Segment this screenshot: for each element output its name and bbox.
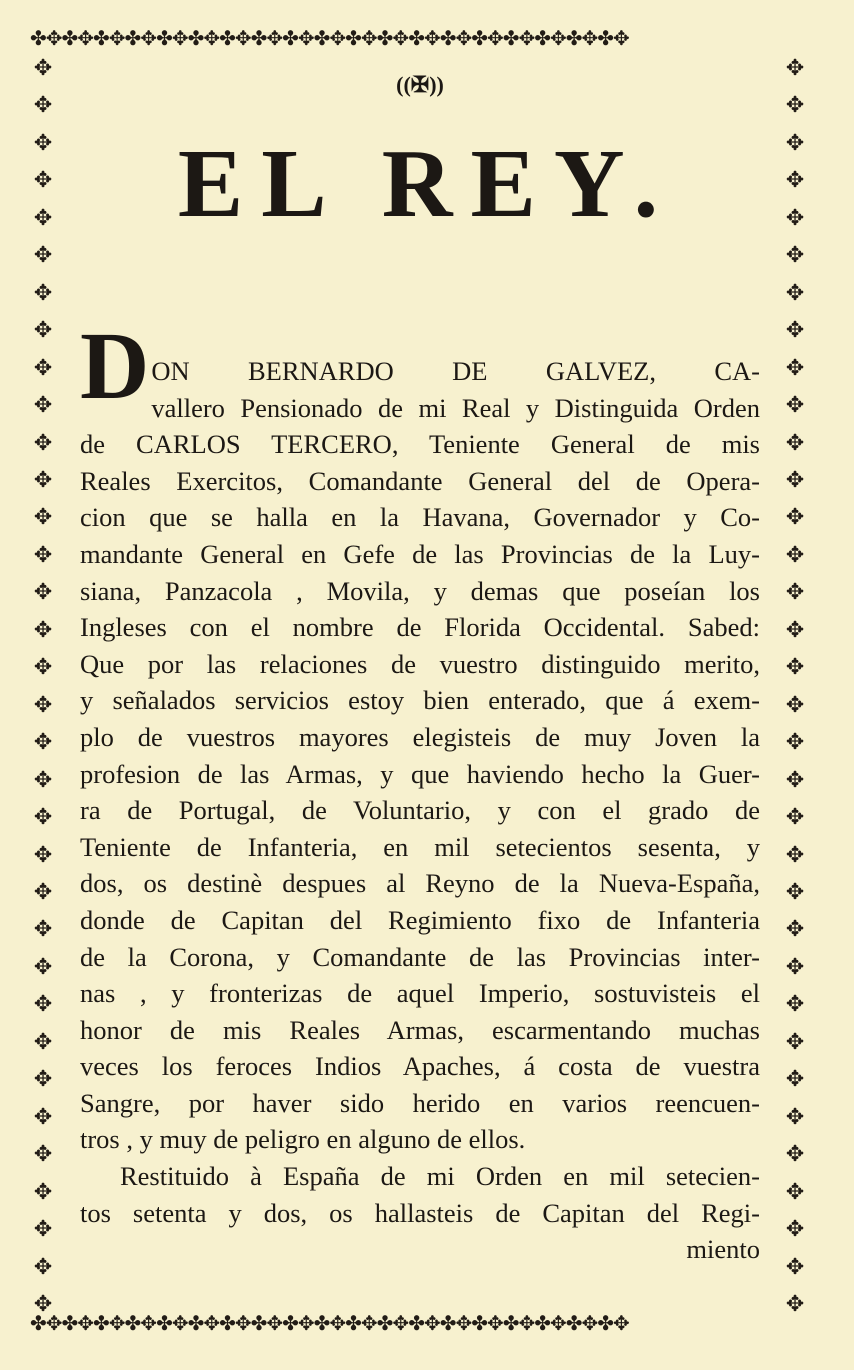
text-line: Reales Exercitos, Comandante General del de Opera- (80, 465, 760, 496)
border-ornament: ✥ (782, 956, 807, 976)
border-ornament: ✥ (782, 919, 807, 938)
paragraph-2 (80, 1158, 760, 1231)
text-line: de la Corona, y Comandante de las Provincias inter- (80, 941, 760, 972)
border-ornament: ✥ (782, 1143, 807, 1163)
border-ornament: ✥ (782, 282, 807, 301)
border-ornament: ✥ (782, 170, 807, 189)
text-line: cion que se halla en la Havana, Governador y Co- (80, 502, 760, 533)
border-ornament: ✥ (30, 731, 55, 751)
text-line: tros , y muy de peligro en alguno de ellos. (80, 1124, 526, 1155)
page-title: EL REY. (177, 130, 677, 238)
border-ornament: ✥ (30, 619, 55, 639)
left-ornamental-border (28, 56, 56, 1314)
text-line: nas , y fronterizas de aquel Imperio, sostuvisteis el (80, 978, 760, 1009)
border-ornament: ✥ (30, 1106, 55, 1125)
text-line: dos, os destinè despues al Reyno de la Nueva-España, (80, 868, 760, 899)
border-ornament: ✥ (782, 806, 807, 826)
border-ornament: ✥ (30, 245, 55, 264)
border-ornament: ✥ (782, 1181, 807, 1200)
border-ornament: ✥ (30, 1143, 55, 1163)
opening-line: ON BERNARDO DE GALVEZ, CA- (151, 356, 760, 386)
border-ornament: ✥ (30, 994, 55, 1013)
catchword: miento (686, 1234, 760, 1265)
text-line: donde de Capitan del Regimiento fixo de Infanteria (80, 904, 760, 935)
border-ornament: ✥ (782, 95, 807, 114)
border-ornament: ✥ (782, 132, 807, 152)
border-ornament: ✥ (782, 844, 807, 863)
border-ornament: ✥ (782, 245, 807, 264)
border-ornament-row: ✤✥✤✥✤✥✤✥✤✥✤✥✤✥✤✥✤✥✤✥✤✥✤✥✤✥✤✥✤✥✤✥✤✥✤✥✤✥ (30, 1313, 629, 1335)
border-ornament: ✥ (782, 469, 807, 489)
text-line: de CARLOS TERCERO, Teniente General de mis (80, 429, 760, 460)
text-line: siana, Panzacola , Movila, y demas que poseían los (80, 575, 760, 606)
right-ornamental-border (780, 56, 808, 1314)
border-ornament: ✥ (30, 544, 55, 564)
bottom-ornamental-border (30, 1313, 810, 1335)
border-ornament: ✥ (782, 394, 807, 414)
border-ornament: ✥ (782, 769, 807, 788)
border-ornament: ✥ (30, 694, 55, 713)
border-ornament: ✥ (782, 1218, 807, 1238)
text-line: Que por las relaciones de vuestro distinguido merito, (80, 648, 760, 679)
text-line: veces los feroces Indios Apaches, á costa de vuestra (80, 1051, 760, 1082)
text-line: tos setenta y dos, os hallasteis de Capitan del Regi- (80, 1197, 760, 1228)
border-ornament: ✥ (782, 657, 807, 676)
border-ornament: ✥ (782, 1031, 807, 1050)
border-ornament: ✥ (782, 1256, 807, 1275)
border-ornament: ✥ (30, 806, 55, 826)
text-line: vallero Pensionado de mi Real y Distinguida Orden (151, 392, 760, 423)
border-ornament: ✥ (782, 319, 807, 339)
border-ornament: ✥ (30, 319, 55, 339)
text-line: Ingleses con el nombre de Florida Occidental. Sabed: (80, 612, 760, 643)
border-ornament: ✥ (782, 694, 807, 713)
top-ornamental-border (30, 28, 810, 50)
decree-body-text (80, 312, 760, 1268)
border-ornament: ✥ (30, 844, 55, 863)
border-ornament: ✥ (30, 1031, 55, 1050)
drop-cap: D (80, 312, 150, 419)
border-ornament: ✥ (30, 432, 55, 451)
border-ornament: ✥ (30, 919, 55, 938)
border-ornament: ✥ (782, 1293, 807, 1313)
text-line: Sangre, por haver sido herido en varios reencuen- (80, 1087, 760, 1118)
border-ornament: ✥ (30, 95, 55, 114)
text-line: mandante General en Gefe de las Provincias de la Luy- (80, 538, 760, 569)
border-ornament: ✥ (782, 357, 807, 376)
border-ornament: ✥ (30, 357, 55, 376)
border-ornament: ✥ (30, 1181, 55, 1200)
border-ornament: ✥ (782, 507, 807, 526)
text-line: ra de Portugal, de Voluntario, y con el grado de (80, 795, 760, 826)
border-ornament: ✥ (782, 1106, 807, 1125)
paragraph-1 (80, 390, 760, 1158)
border-ornament: ✥ (30, 881, 55, 901)
border-ornament: ✥ (782, 994, 807, 1013)
text-line: plo de vuestros mayores elegisteis de muy Joven la (80, 721, 760, 752)
border-ornament: ✥ (30, 769, 55, 788)
border-ornament: ✥ (30, 282, 55, 301)
border-ornament: ✥ (30, 57, 55, 77)
border-ornament: ✥ (782, 582, 807, 601)
text-line: Teniente de Infanteria, en mil setecientos sesenta, y (80, 831, 760, 862)
text-line: profesion de las Armas, y que haviendo hecho la Guer- (80, 758, 760, 789)
border-ornament-row: ✤✥✤✥✤✥✤✥✤✥✤✥✤✥✤✥✤✥✤✥✤✥✤✥✤✥✤✥✤✥✤✥✤✥✤✥✤✥ (30, 28, 629, 50)
text-line: y señalados servicios estoy bien enterado, que á exem- (80, 685, 760, 716)
border-ornament: ✥ (30, 1293, 55, 1313)
border-ornament: ✥ (782, 57, 807, 77)
border-ornament: ✥ (30, 956, 55, 976)
border-ornament: ✥ (782, 207, 807, 227)
border-ornament: ✥ (30, 507, 55, 526)
border-ornament: ✥ (30, 170, 55, 189)
border-ornament: ✥ (30, 1256, 55, 1275)
border-ornament: ✥ (30, 1218, 55, 1238)
border-ornament: ✥ (30, 207, 55, 227)
border-ornament: ✥ (782, 432, 807, 451)
border-ornament: ✥ (782, 881, 807, 901)
border-ornament: ✥ (782, 619, 807, 639)
border-ornament: ✥ (30, 1069, 55, 1088)
border-ornament: ✥ (30, 582, 55, 601)
text-line: Restituido à España de mi Orden en mil setecien- (120, 1161, 760, 1192)
border-ornament: ✥ (30, 469, 55, 489)
royal-signature-mark: ((✠)) (396, 72, 444, 97)
border-ornament: ✥ (30, 657, 55, 676)
border-ornament: ✥ (782, 544, 807, 564)
border-ornament: ✥ (30, 132, 55, 152)
border-ornament: ✥ (782, 1069, 807, 1088)
text-line: honor de mis Reales Armas, escarmentando muchas (80, 1014, 760, 1045)
border-ornament: ✥ (782, 731, 807, 751)
border-ornament: ✥ (30, 394, 55, 414)
